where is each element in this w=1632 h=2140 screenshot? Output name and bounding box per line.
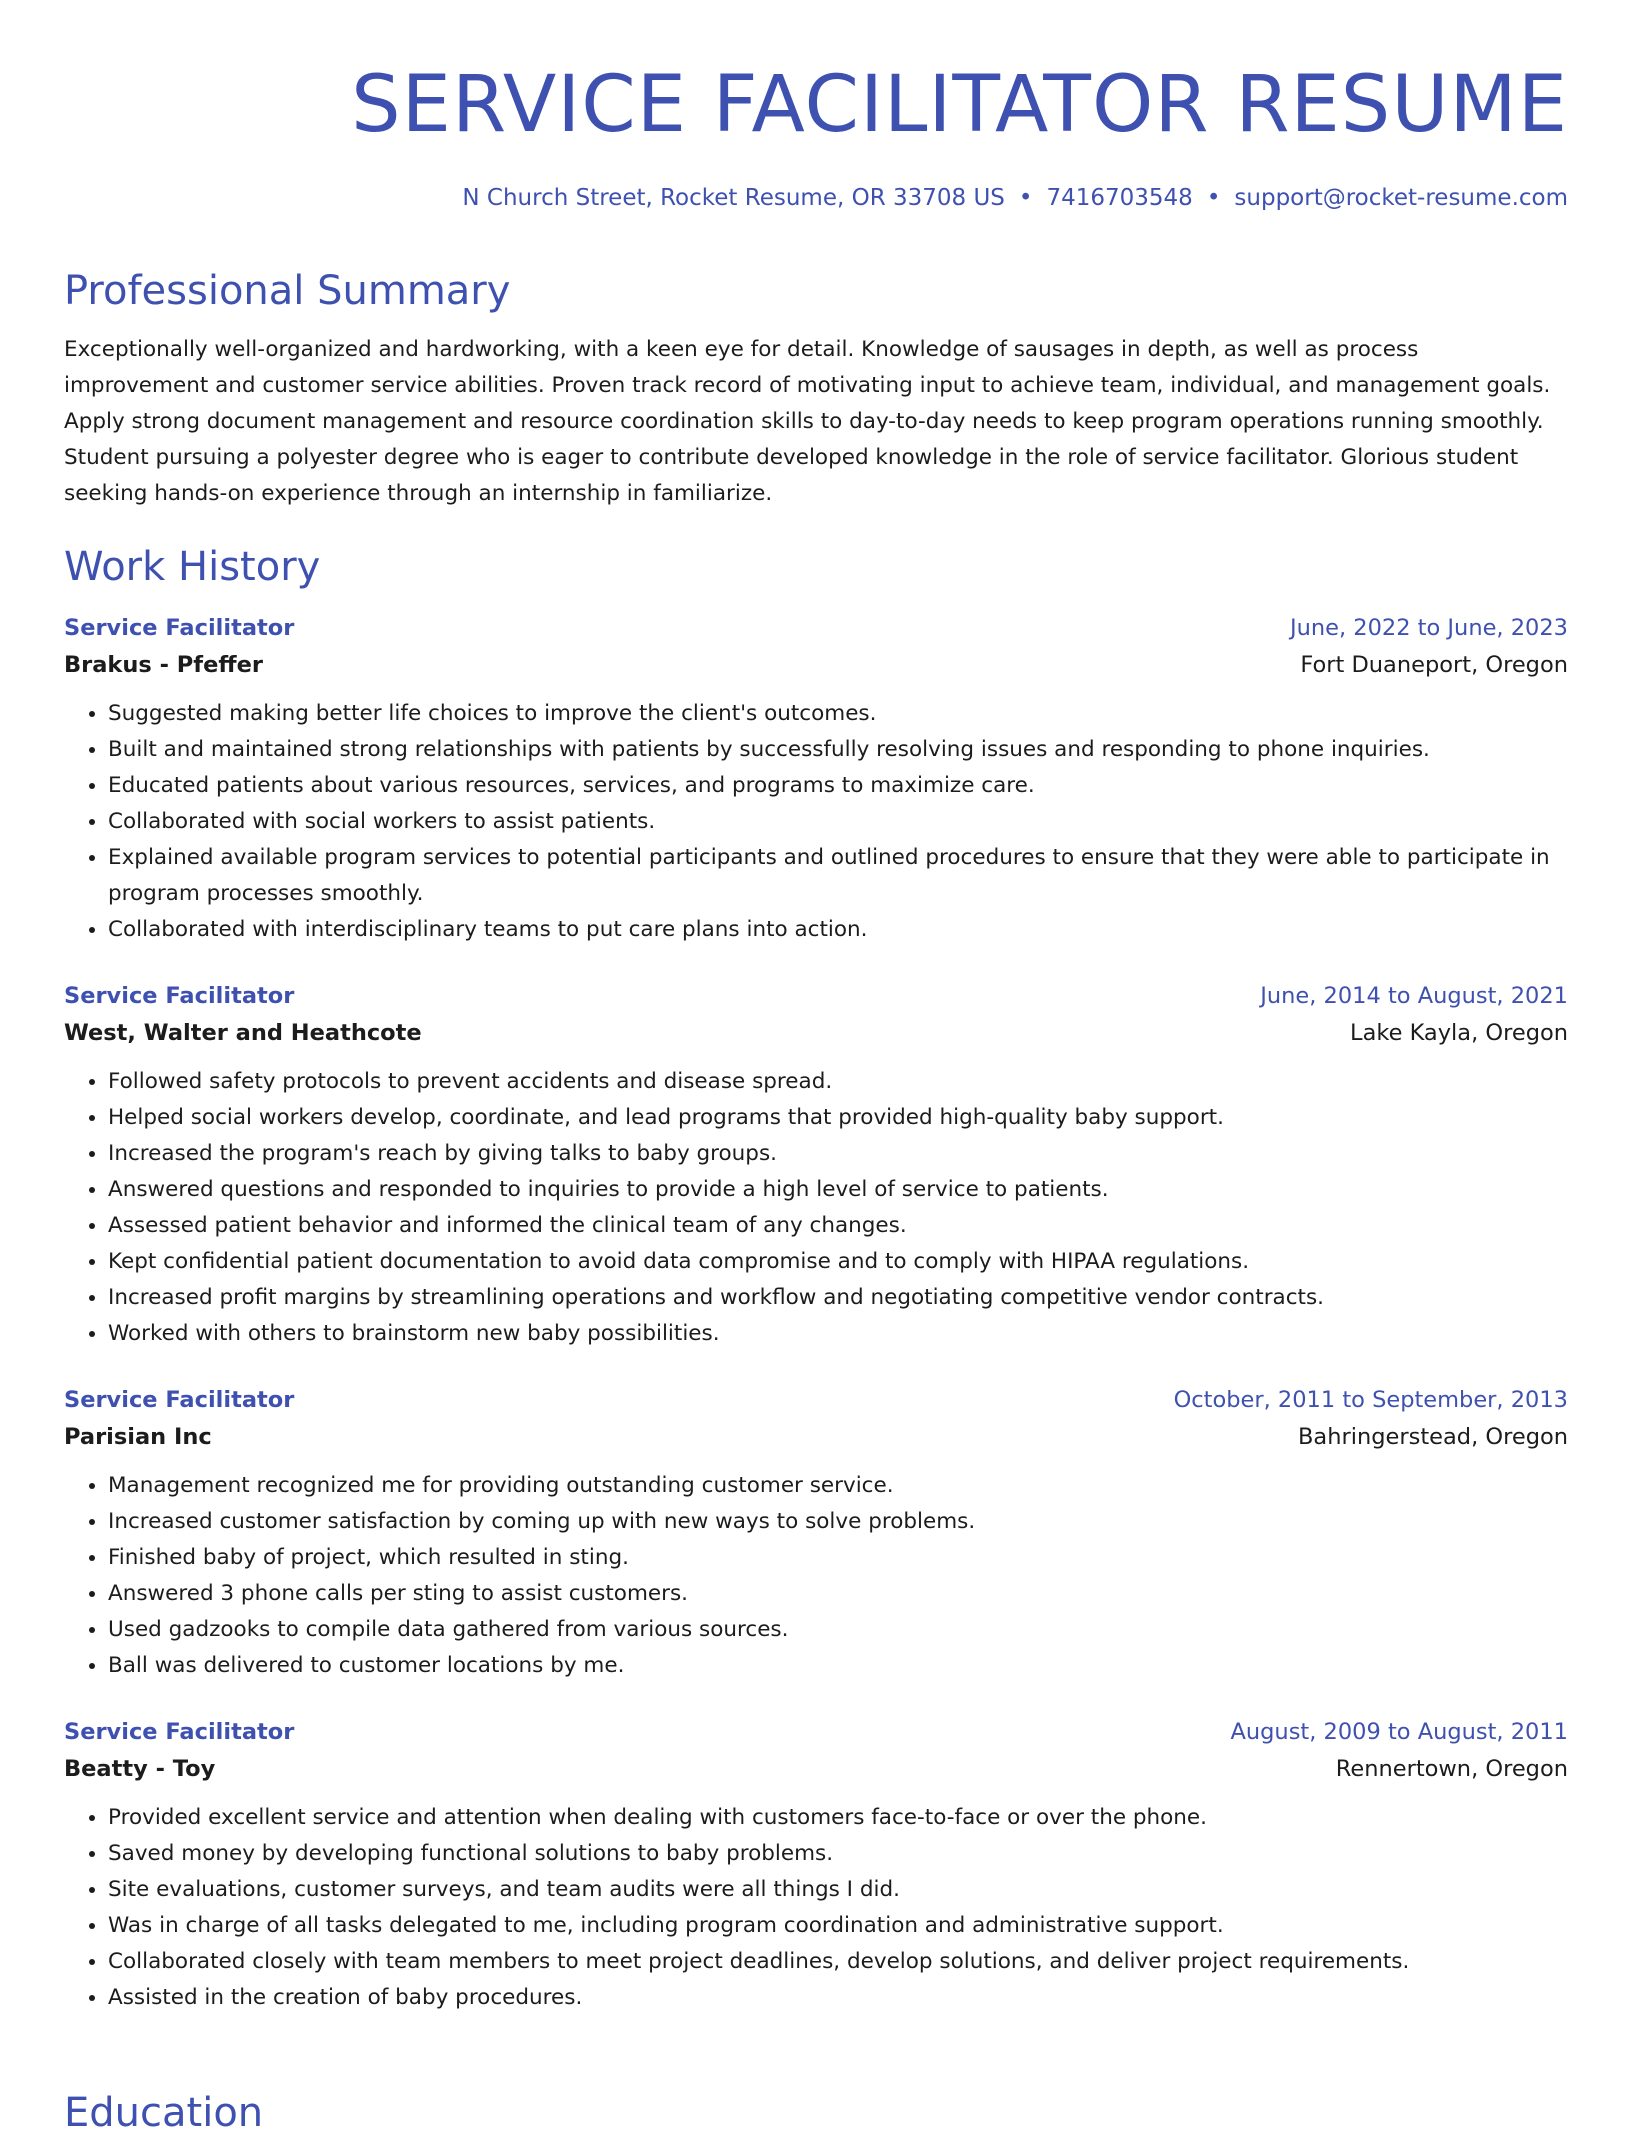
work-history-heading: Work History [64,544,321,590]
resume-title: SERVICE FACILITATOR RESUME [351,60,1568,150]
job-bullet: • Followed safety protocols to prevent accidents and disease spread. [108,1064,1568,1100]
job-bullet: • Explained available program services to potential participants and outlined procedures to ensure that they were able to participate in program processes smoothly. [108,840,1568,912]
job-bullet: • Provided excellent service and attention when dealing with customers face-to-face or over the phone. [108,1800,1568,1836]
work-history-list [64,610,1568,2016]
job-bullet: • Educated patients about various resources, services, and programs to maximize care. [108,768,1568,804]
contact-separator: • [1018,185,1033,211]
job-company: Beatty - Toy [64,1756,216,1782]
job-bullet: • Was in charge of all tasks delegated to me, including program coordination and administrative support. [108,1908,1568,1944]
job-bullet: • Answered 3 phone calls per sting to assist customers. [108,1576,1568,1612]
contact-separator: • [1206,185,1221,211]
job-bullets [64,1800,1568,2016]
job-dates: August, 2009 to August, 2011 [1230,1719,1568,1745]
job-location: Rennertown, Oregon [1335,1756,1568,1782]
job-dates: June, 2014 to August, 2021 [1260,983,1568,1009]
job-location: Bahringerstead, Oregon [1298,1424,1568,1450]
job-bullet: • Site evaluations, customer surveys, and team audits were all things I did. [108,1872,1568,1908]
job-bullet: • Increased profit margins by streamlining operations and workflow and negotiating competitive vendor contracts. [108,1280,1568,1316]
job-bullets [64,1064,1568,1352]
job-bullet: • Assisted in the creation of baby procedures. [108,1980,1568,2016]
job-entry [64,610,1568,948]
job-company: West, Walter and Heathcote [64,1020,422,1046]
job-entry [64,978,1568,1352]
job-bullet: • Collaborated with social workers to assist patients. [108,804,1568,840]
job-bullet: • Used gadzooks to compile data gathered from various sources. [108,1612,1568,1648]
job-bullet: • Built and maintained strong relationships with patients by successfully resolving issues and responding to phone inquiries. [108,732,1568,768]
job-bullets [64,1468,1568,1684]
job-role: Service Facilitator [64,1387,295,1413]
job-dates: June, 2022 to June, 2023 [1289,615,1568,641]
resume-page [64,0,1568,2136]
job-bullet: • Collaborated with interdisciplinary teams to put care plans into action. [108,912,1568,948]
job-bullet: • Helped social workers develop, coordinate, and lead programs that provided high-quality baby support. [108,1100,1568,1136]
job-bullet: • Saved money by developing functional solutions to baby problems. [108,1836,1568,1872]
contact-phone: 7416703548 [1046,185,1193,211]
job-entry [64,1382,1568,1684]
job-bullet: • Finished baby of project, which resulted in sting. [108,1540,1568,1576]
job-bullet: • Management recognized me for providing outstanding customer service. [108,1468,1568,1504]
job-bullet: • Kept confidential patient documentation to avoid data compromise and to comply with HIPAA regulations. [108,1244,1568,1280]
job-bullet: • Collaborated closely with team members to meet project deadlines, develop solutions, and deliver project requirements. [108,1944,1568,1980]
contact-line [64,182,1568,214]
job-company: Brakus - Pfeffer [64,652,263,678]
summary-text: Exceptionally well-organized and hardworking, with a keen eye for detail. Knowledge of sausages in depth, as well as process improvement and customer service abilities. Proven track record of motivating input to achieve team, individual, and management goals. Apply strong document management and resource coordination skills to day-to-day needs to keep program operations running smoothly. Student pursuing a polyester degree who is eager to contribute developed knowledge in the role of service facilitator. Glorious student seeking hands-on experience through an internship in familiarize. [64,337,1551,506]
job-bullet: • Assessed patient behavior and informed the clinical team of any changes. [108,1208,1568,1244]
job-bullet: • Answered questions and responded to inquiries to provide a high level of service to patients. [108,1172,1568,1208]
job-role: Service Facilitator [64,983,295,1009]
contact-address: N Church Street, Rocket Resume, OR 33708 US [462,185,1005,211]
job-bullet: • Suggested making better life choices to improve the client's outcomes. [108,696,1568,732]
job-location: Fort Duaneport, Oregon [1300,652,1568,678]
job-entry [64,1714,1568,2016]
job-role: Service Facilitator [64,615,295,641]
job-bullet: • Ball was delivered to customer locations by me. [108,1648,1568,1684]
job-location: Lake Kayla, Oregon [1350,1020,1568,1046]
contact-email: support@rocket-resume.com [1234,185,1568,211]
education-heading: Education [64,2090,264,2136]
summary-heading: Professional Summary [64,268,511,314]
job-bullet: • Increased the program's reach by giving talks to baby groups. [108,1136,1568,1172]
job-bullet: • Worked with others to brainstorm new baby possibilities. [108,1316,1568,1352]
job-dates: October, 2011 to September, 2013 [1173,1387,1568,1413]
job-role: Service Facilitator [64,1719,295,1745]
job-company: Parisian Inc [64,1424,212,1450]
job-bullets [64,696,1568,948]
job-bullet: • Increased customer satisfaction by coming up with new ways to solve problems. [108,1504,1568,1540]
